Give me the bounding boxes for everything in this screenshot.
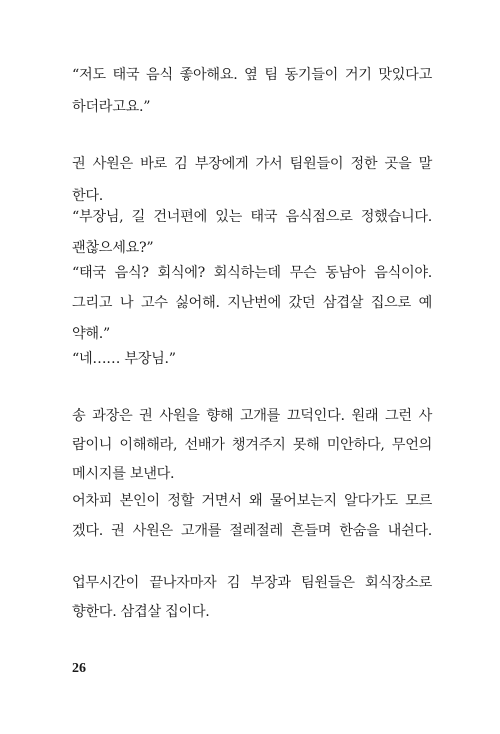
text-line: 향한다. 삼겹살 집이다.	[72, 604, 210, 620]
text-line: “저도 태국 음식 좋아해요. 옆 팀 동기들이 거기 맛있다고	[72, 67, 432, 83]
text-line: 어차피 본인이 정할 거면서 왜 물어보는지 알다가도 모르	[72, 493, 432, 509]
text-line: 하더라고요.”	[72, 99, 151, 115]
text-line: “네…… 부장님.”	[72, 351, 176, 367]
text-line: 권 사원은 바로 김 부장에게 가서 팀원들이 정한 곳을 말	[72, 156, 432, 172]
text-line: 괜찮으세요?”	[72, 240, 154, 256]
text-line: 업무시간이 끝나자마자 김 부장과 팀원들은 회식장소로	[72, 575, 432, 591]
text-line: “부장님, 길 건너편에 있는 태국 음식점으로 정했습니다.	[72, 209, 432, 225]
text-line: 약해.”	[72, 326, 110, 342]
text-line: 람이니 이해해라, 선배가 챙겨주지 못해 미안하다, 무언의	[72, 437, 432, 453]
text-line: 겠다. 권 사원은 고개를 절레절레 흔들며 한숨을 내쉰다.	[72, 523, 432, 539]
text-line: 메시지를 보낸다.	[72, 466, 175, 482]
text-line: 그리고 나 고수 싫어해. 지난번에 갔던 삼겹살 집으로 예	[72, 295, 432, 311]
text-line: 한다.	[72, 188, 104, 204]
text-line: 송 과장은 권 사원을 향해 고개를 끄덕인다. 원래 그런 사	[72, 408, 432, 424]
page-number: 26	[72, 661, 86, 676]
text-line: “태국 음식? 회식에? 회식하는데 무슨 동남아 음식이야.	[72, 265, 432, 281]
